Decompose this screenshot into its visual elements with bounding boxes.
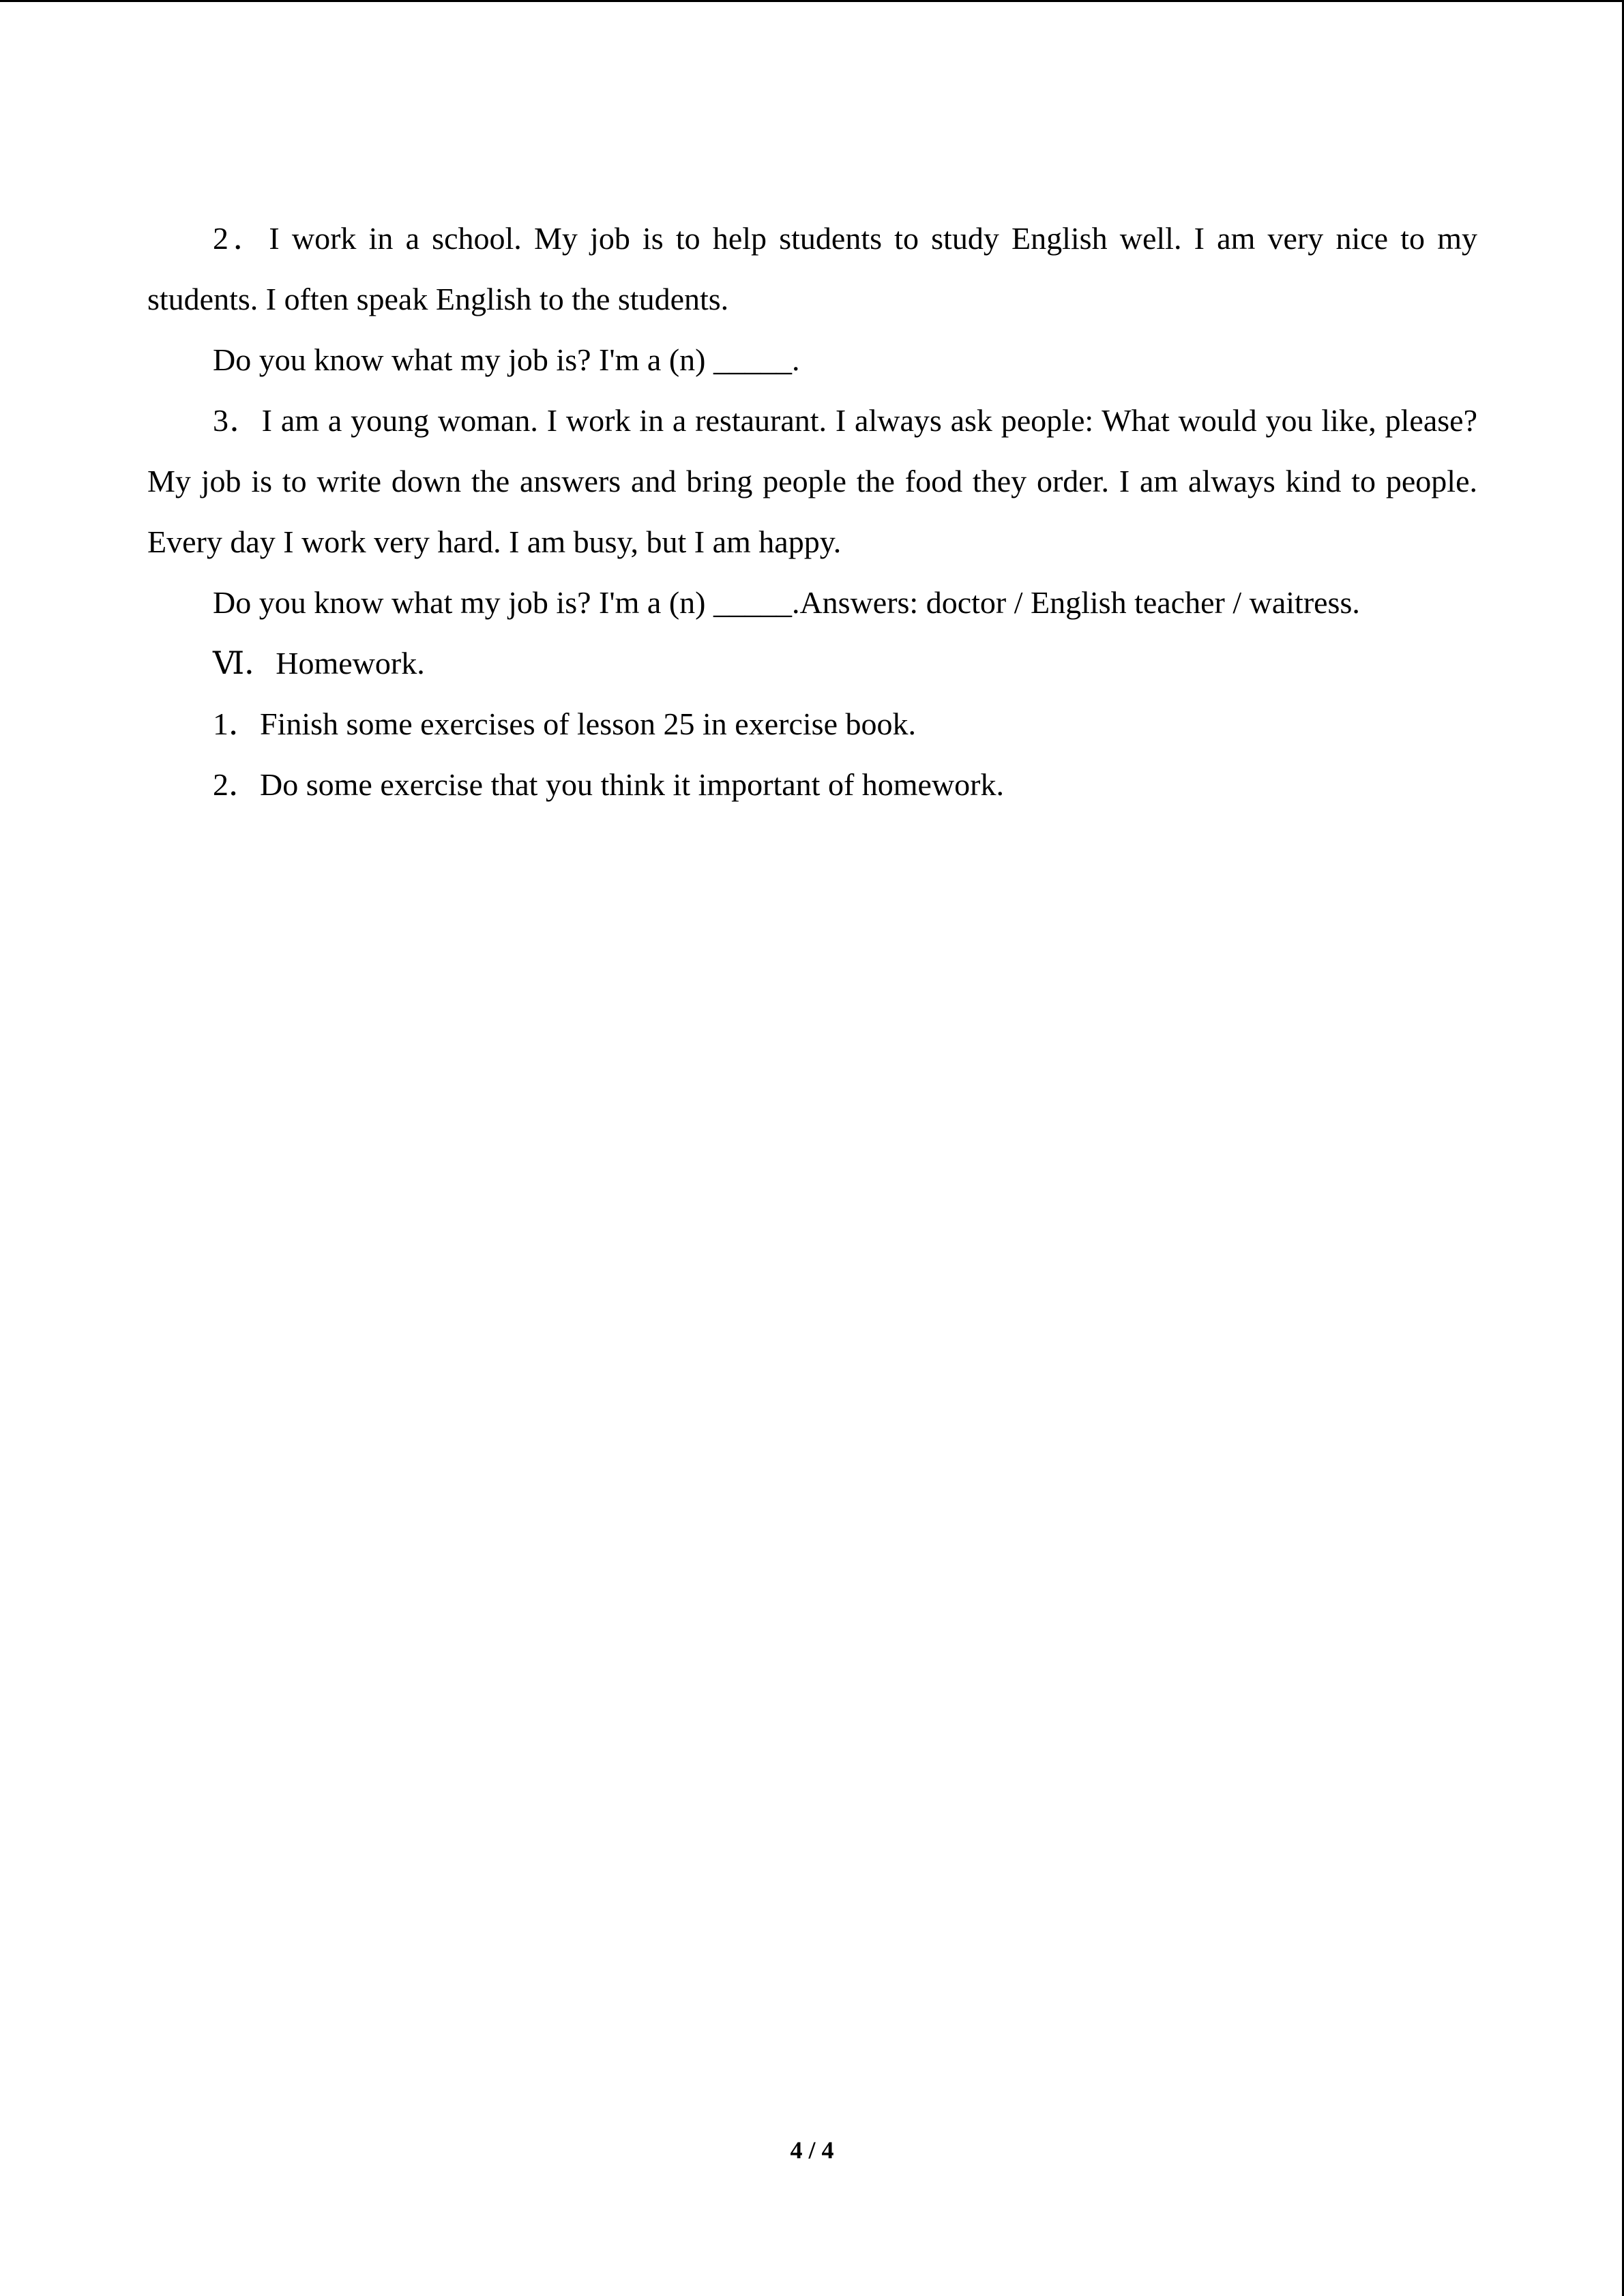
exercise-3-question-answers: Do you know what my job is? I'm a (n) _____.Answers: doctor / English teacher / waitress. — [213, 585, 1360, 620]
exercise-2-paragraph: 2．I work in a school. My job is to help students to study English well. I am very nice to my students. I often speak English to the students. — [147, 221, 1477, 316]
page-number: 4 / 4 — [790, 2136, 834, 2164]
document-body — [147, 208, 1477, 815]
homework-heading: Ⅵ．Homework. — [213, 646, 425, 681]
homework-item-1: 1．Finish some exercises of lesson 25 in exercise book. — [213, 706, 916, 741]
exercise-3-paragraph: 3．I am a young woman. I work in a restaurant. I always ask people: What would you like, please? My job is to write down the answers and bring people the food they order. I am always kind to people. Every day I work very hard. I am busy, but I am happy. — [147, 403, 1477, 559]
exercise-2-question: Do you know what my job is? I'm a (n) _____. — [213, 342, 800, 377]
homework-item-2: 2．Do some exercise that you think it important of homework. — [213, 767, 1004, 802]
